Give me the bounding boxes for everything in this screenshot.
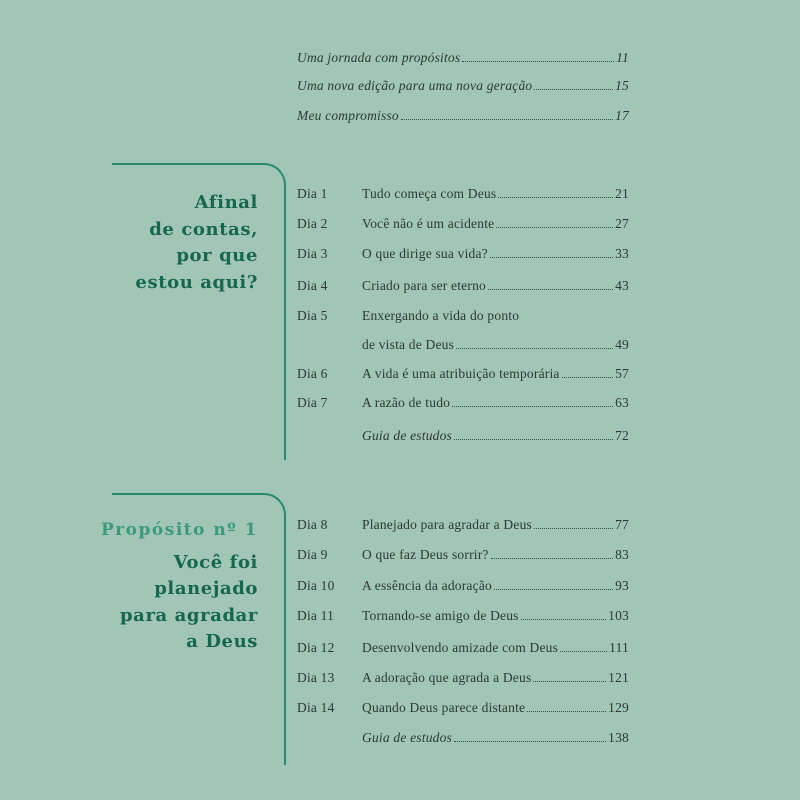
entry-day: Dia 11 xyxy=(297,608,335,623)
entry-page: 77 xyxy=(615,517,629,532)
entry-page: 57 xyxy=(615,366,629,381)
entry-title: Tudo começa com Deus xyxy=(362,186,497,201)
entry-title: Criado para ser eterno xyxy=(362,278,486,293)
heading-line: de contas, xyxy=(149,218,258,240)
entry-day: Dia 14 xyxy=(297,700,335,715)
entry-title: Planejado para agradar a Deus xyxy=(362,517,532,532)
dot-leader xyxy=(498,197,613,198)
entry-day: Dia 6 xyxy=(297,366,328,381)
toc-entry[interactable] xyxy=(297,272,629,294)
toc-entry[interactable] xyxy=(297,102,629,124)
entry-title: Uma jornada com propósitos xyxy=(297,50,461,65)
section-heading xyxy=(101,517,258,656)
entry-day: Dia 12 xyxy=(297,640,335,655)
toc-entry[interactable] xyxy=(297,240,629,262)
entry-page: 93 xyxy=(615,578,629,593)
entry-page: 43 xyxy=(615,278,629,293)
section-subheading: Propósito nº 1 xyxy=(100,520,258,540)
toc-entry[interactable] xyxy=(297,572,629,594)
entry-title: Meu compromisso xyxy=(297,108,399,123)
entry-page: 49 xyxy=(615,337,629,352)
toc-entry[interactable] xyxy=(297,541,629,563)
toc-entry[interactable] xyxy=(297,72,629,94)
toc-entry-continued[interactable] xyxy=(297,331,629,353)
entry-day: Dia 5 xyxy=(297,308,328,323)
entry-day: Dia 4 xyxy=(297,278,328,293)
heading-line: estou aqui? xyxy=(135,271,258,293)
entry-title: O que faz Deus sorrir? xyxy=(362,547,489,562)
toc-entry[interactable] xyxy=(297,694,629,716)
entry-page: 103 xyxy=(608,608,629,623)
entry-page: 27 xyxy=(615,216,629,231)
entry-page: 21 xyxy=(615,186,629,201)
toc-entry[interactable] xyxy=(297,210,629,232)
entry-page: 121 xyxy=(608,670,629,685)
toc-entry[interactable] xyxy=(297,724,629,746)
dot-leader xyxy=(462,61,614,62)
toc-entry[interactable] xyxy=(297,664,629,686)
dot-leader xyxy=(534,528,613,529)
dot-leader xyxy=(521,619,607,620)
entry-title: A adoração que agrada a Deus xyxy=(362,670,532,685)
heading-line: Afinal xyxy=(194,192,258,213)
entry-page: 63 xyxy=(615,395,629,410)
entry-title: Enxergando a vida do ponto xyxy=(362,308,520,323)
entry-page: 138 xyxy=(608,730,629,745)
entry-day: Dia 10 xyxy=(297,578,335,593)
toc-entry[interactable] xyxy=(297,602,629,624)
entry-title: Uma nova edição para uma nova geração xyxy=(297,78,533,93)
entry-title: Quando Deus parece distante xyxy=(362,700,526,715)
entry-title: Guia de estudos xyxy=(362,428,452,443)
entry-title: Desenvolvendo amizade com Deus xyxy=(362,640,559,655)
toc-entry[interactable] xyxy=(297,302,629,324)
entry-page: 15 xyxy=(615,78,629,93)
entry-day: Dia 2 xyxy=(297,216,328,231)
entry-day: Dia 8 xyxy=(297,517,328,532)
dot-leader xyxy=(452,406,613,407)
dot-leader xyxy=(527,711,606,712)
entry-page: 111 xyxy=(609,640,629,655)
entry-day: Dia 3 xyxy=(297,246,328,261)
section-heading xyxy=(135,190,258,296)
entry-title: A essência da adoração xyxy=(362,578,492,593)
toc-entry[interactable] xyxy=(297,422,629,444)
toc-entry[interactable] xyxy=(297,360,629,382)
entry-title: Você não é um acidente xyxy=(362,216,495,231)
entry-page: 129 xyxy=(608,700,629,715)
entry-page: 11 xyxy=(616,50,629,65)
entry-title: O que dirige sua vida? xyxy=(362,246,488,261)
toc-entry[interactable] xyxy=(297,389,629,411)
dot-leader xyxy=(496,227,613,228)
entry-title: A razão de tudo xyxy=(362,395,451,410)
entry-page: 17 xyxy=(615,108,629,123)
heading-line: planejado xyxy=(154,578,258,599)
toc-entry[interactable] xyxy=(297,180,629,202)
toc-entry[interactable] xyxy=(297,44,629,66)
dot-leader xyxy=(562,377,613,378)
entry-title: Tornando-se amigo de Deus xyxy=(362,608,519,623)
heading-line: a Deus xyxy=(186,631,258,652)
dot-leader xyxy=(401,119,613,120)
heading-line: Você foi xyxy=(173,551,258,573)
toc-entry[interactable] xyxy=(297,511,629,533)
entry-page: 33 xyxy=(615,246,629,261)
dot-leader xyxy=(534,89,613,90)
entry-day: Dia 7 xyxy=(297,395,328,410)
entry-page: 83 xyxy=(615,547,629,562)
dot-leader xyxy=(560,651,607,652)
entry-title: Guia de estudos xyxy=(362,730,452,745)
entry-day: Dia 9 xyxy=(297,547,328,562)
entry-day: Dia 13 xyxy=(297,670,335,685)
dot-leader xyxy=(456,348,613,349)
dot-leader xyxy=(454,439,613,440)
entry-day: Dia 1 xyxy=(297,186,328,201)
dot-leader xyxy=(490,257,613,258)
heading-line: para agradar xyxy=(120,604,258,626)
dot-leader xyxy=(488,289,613,290)
toc-entry[interactable] xyxy=(297,634,629,656)
dot-leader xyxy=(454,741,606,742)
heading-line: por que xyxy=(176,245,258,266)
dot-leader xyxy=(533,681,606,682)
dot-leader xyxy=(494,589,613,590)
entry-title: de vista de Deus xyxy=(362,337,455,352)
entry-title: A vida é uma atribuição temporária xyxy=(362,366,560,381)
entry-page: 72 xyxy=(615,428,629,443)
dot-leader xyxy=(491,558,613,559)
